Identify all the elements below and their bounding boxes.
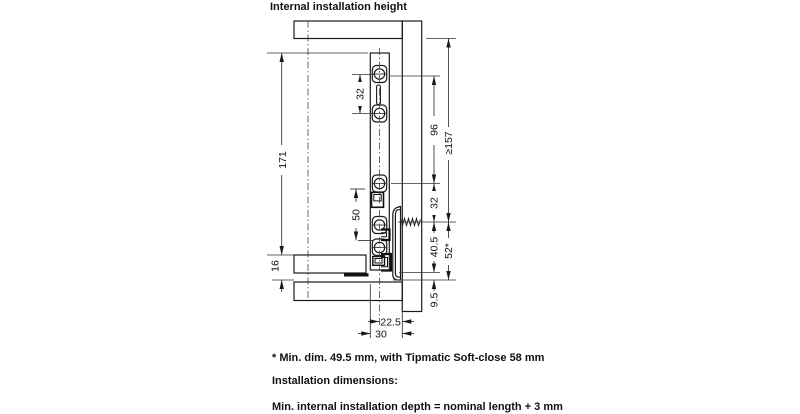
asterisk-footnote: * Min. dim. 49.5 mm, with Tipmatic Soft-close 58 mm bbox=[272, 352, 545, 364]
dim-label-32-top: 32 bbox=[354, 88, 367, 100]
dim-label-min157: ≥157 bbox=[443, 131, 455, 155]
cabinet-side-panel bbox=[402, 21, 421, 312]
installation-dimensions-heading: Installation dimensions: bbox=[272, 375, 398, 387]
installation-dimensions-note bbox=[272, 375, 563, 414]
installation-dimensions-body: Min. internal installation depth = nominal length + 3 mm bbox=[272, 401, 563, 413]
cabinet-bottom-panel bbox=[294, 282, 402, 301]
runner-outer-profile bbox=[393, 207, 401, 281]
cabinet-top-panel bbox=[294, 21, 402, 39]
dimension-labels bbox=[269, 88, 455, 340]
dim-label-52: 52* bbox=[443, 243, 455, 259]
drawer-bottom-panel bbox=[294, 255, 366, 273]
dim-label-40-5: 40.5 bbox=[428, 236, 441, 258]
dim-label-32-right: 32 bbox=[428, 197, 441, 209]
clip-icon bbox=[375, 259, 382, 264]
cabinet-panels bbox=[294, 21, 422, 312]
dim-label-96: 96 bbox=[428, 124, 441, 136]
runner-arm bbox=[344, 273, 369, 276]
dim-label-22-5: 22.5 bbox=[380, 316, 401, 329]
dim-label-16: 16 bbox=[269, 260, 282, 272]
dim-label-50: 50 bbox=[350, 209, 363, 221]
runner-inner-profile bbox=[395, 210, 400, 278]
dim-label-9-5: 9.5 bbox=[428, 292, 441, 308]
dim-label-30: 30 bbox=[375, 328, 387, 341]
page-title: Internal installation height bbox=[270, 1, 407, 13]
clip-icon bbox=[374, 195, 381, 201]
dim-label-171: 171 bbox=[277, 151, 289, 169]
